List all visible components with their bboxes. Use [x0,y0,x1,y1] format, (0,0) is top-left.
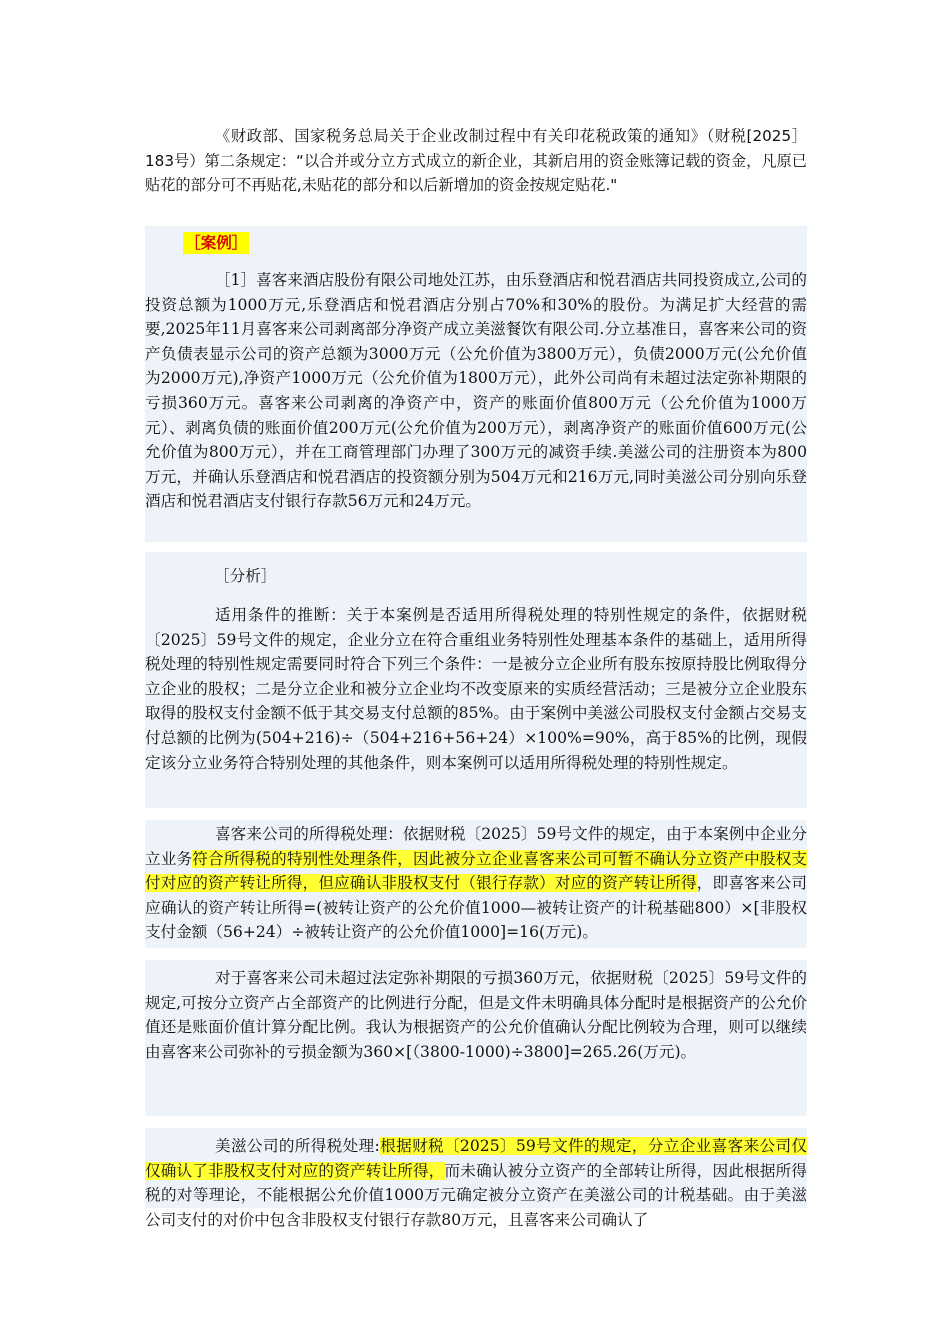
case-paragraph: ［1］喜客来酒店股份有限公司地处江苏，由乐登酒店和悦君酒店共同投资成立,公司的投资总额为1000万元,乐登酒店和悦君酒店分别占70%和30%的股份。为满足扩大经营的需要,2025年11月喜客来公司剥离部分净资产成立美滋餐饮有限公司.分立基准日，喜客来公司的资产负债表显示公司的资产总额为3000万元（公允价值为3800万元），负债2000万元(公允价值为2000万元),净资产1000万元（公允价值为1800万元），此外公司尚有未超过法定弥补期限的亏损360万元。喜客来公司剥离的净资产中，资产的账面价值800万元（公允价值为1000万元）、剥离负债的账面价值200万元(公允价值为200万元），剥离净资产的账面价值600万元(公允价值为800万元），并在工商管理部门办理了300万元的减资手续.美滋公司的注册资本为800万元，并确认乐登酒店和悦君酒店的投资额分别为504万元和216万元,同时美滋公司分别向乐登酒店和悦君酒店支付银行存款56万元和24万元。 [145,271,808,511]
analysis-paragraph-4 [145,1134,807,1232]
analysis-paragraph-3: 对于喜客来公司未超过法定弥补期限的亏损360万元，依据财税〔2025〕59号文件的规定,可按分立资产占全部资产的比例进行分配，但是文件未明确具体分配时是根据资产的公允价值还是账面价值计算分配比例。我认为根据资产的公允价值确认分配比例较为合理，则可以继续由喜客来公司弥补的亏损金额为360×[（3800-1000)÷3800]=265.26(万元)。 [145,969,807,1061]
case-heading: ［案例］ [185,234,248,252]
paragraph-2-text-end: ，即喜客来公司应确认的资产转让所得=(被转让资产的公允价值1000—被转让资产的计税基础800）×[非股权支付金额（56+24）÷被转让资产的公允价值1000]=16(万元)。 [145,874,807,942]
paragraph-4-text-end: 而未确认被分立资产的全部转让所得，因此根据所得税的对等理论，不能根据公允价值1000万元确定被分立资产在美滋公司的计税基础。由于美滋公司支付的对价中包含非股权支付银行存款80万元，且喜客来公司确认了 [145,1161,807,1229]
analysis-paragraph-2 [145,822,807,945]
analysis-paragraph-1: 适用条件的推断：关于本案例是否适用所得税处理的特别性规定的条件，依据财税〔2025〕59号文件的规定，企业分立在符合重组业务特别性处理基本条件的基础上，适用所得税处理的特别性规定需要同时符合下列三个条件：一是被分立企业所有股东按原持股比例取得分立企业的股权；二是分立企业和被分立企业均不改变原来的实质经营活动；三是被分立企业股东取得的股权支付金额不低于其交易支付总额的85%。由于案例中美滋公司股权支付金额占交易支付总额的比例为(504+216)÷（504+216+56+24）×100%=90%，高于85%的比例，现假定该分立业务符合特别处理的其他条件，则本案例可以适用所得税处理的特别性规定。 [145,606,807,772]
paragraph-2-text-start: 喜客来公司的所得税处理：依据财税〔2025〕59号文件的规定，由于本案例中企业分立业务 [145,825,807,868]
paragraph-4-highlight: 根据财税〔2025〕59号文件的规定，分立企业喜客来公司仅仅确认了非股权支付对应的资产转让所得， [145,1137,807,1180]
analysis-heading: ［分析］ [214,567,277,585]
intro-paragraph: 《财政部、国家税务总局关于企业改制过程中有关印花税政策的通知》（财税[2025］183号）第二条规定：“以合并或分立方式成立的新企业，其新启用的资金账簿记载的资金，凡原已贴花的部分可不再贴花,未贴花的部分和以后新增加的资金按规定贴花." [145,127,807,194]
paragraph-4-text-start: 美滋公司的所得税处理: [215,1137,380,1155]
paragraph-2-highlight: 符合所得税的特别性处理条件，因此被分立企业喜客来公司可暂不确认分立资产中股权支付对应的资产转让所得，但应确认非股权支付（银行存款）对应的资产转让所得 [145,849,807,893]
